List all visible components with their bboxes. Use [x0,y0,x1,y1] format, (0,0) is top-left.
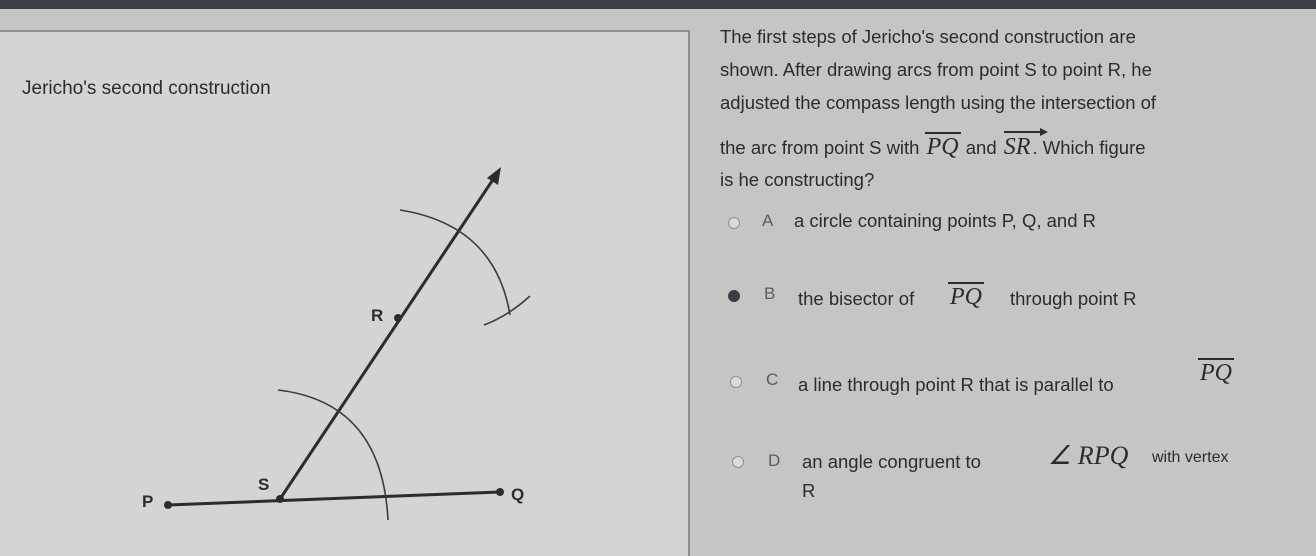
label-r: R [371,306,384,325]
question-line-4 [720,132,1146,161]
radio-button-c[interactable] [730,376,742,388]
label-p: P [142,492,154,511]
question-line-4-end: . Which figure [1032,137,1146,158]
question-and: and [965,137,997,158]
ray-sr [280,175,496,499]
label-q: Q [511,485,525,504]
question-line-2: shown. After drawing arcs from point S to point R, he [720,59,1152,80]
question-line-1: The first steps of Jericho's second construction are [720,26,1136,47]
choice-c-segment-pq: PQ [1200,360,1232,386]
choice-letter-b: B [764,284,776,303]
choice-c-text: a line through point R that is parallel to [798,374,1114,395]
choice-letter-c: C [766,370,779,389]
question-line-3: adjusted the compass length using the intersection of [720,92,1157,113]
choice-d-angle-rpq: ∠ RPQ [1048,441,1129,470]
ray-sr-notation [1002,134,1033,158]
radio-button-b-selected[interactable] [728,290,740,302]
choice-d-text-start: an angle congruent to [802,451,981,472]
radio-button-d[interactable] [732,456,744,468]
segment-pq [168,492,500,505]
choice-a-text: a circle containing points P, Q, and R [794,210,1096,231]
choice-b-text-end: through point R [1010,288,1137,309]
question-line-4-start: the arc from point S with [720,137,920,158]
choice-letter-a: A [762,211,774,230]
ray-arrowhead [487,167,501,185]
radio-button-a[interactable] [728,217,740,229]
choice-b-segment-pq: PQ [950,284,982,310]
ray-sr-letters: SR [1003,134,1031,160]
question-line-5: is he constructing? [720,169,875,190]
label-s: S [258,475,270,494]
choice-d-text-line-2: R [802,480,816,501]
point-p [164,501,172,509]
segment-pq-notation: PQ [926,134,959,160]
ray-arrow-icon [1002,126,1050,138]
arc-from-r [400,210,510,315]
choice-d-text-end: with vertex [1152,449,1229,466]
choice-b-text-start: the bisector of [798,288,915,309]
point-r [394,314,402,322]
point-q [496,488,504,496]
point-s [276,495,284,503]
construction-title: Jericho's second construction [22,78,271,99]
choice-letter-d: D [768,451,781,470]
